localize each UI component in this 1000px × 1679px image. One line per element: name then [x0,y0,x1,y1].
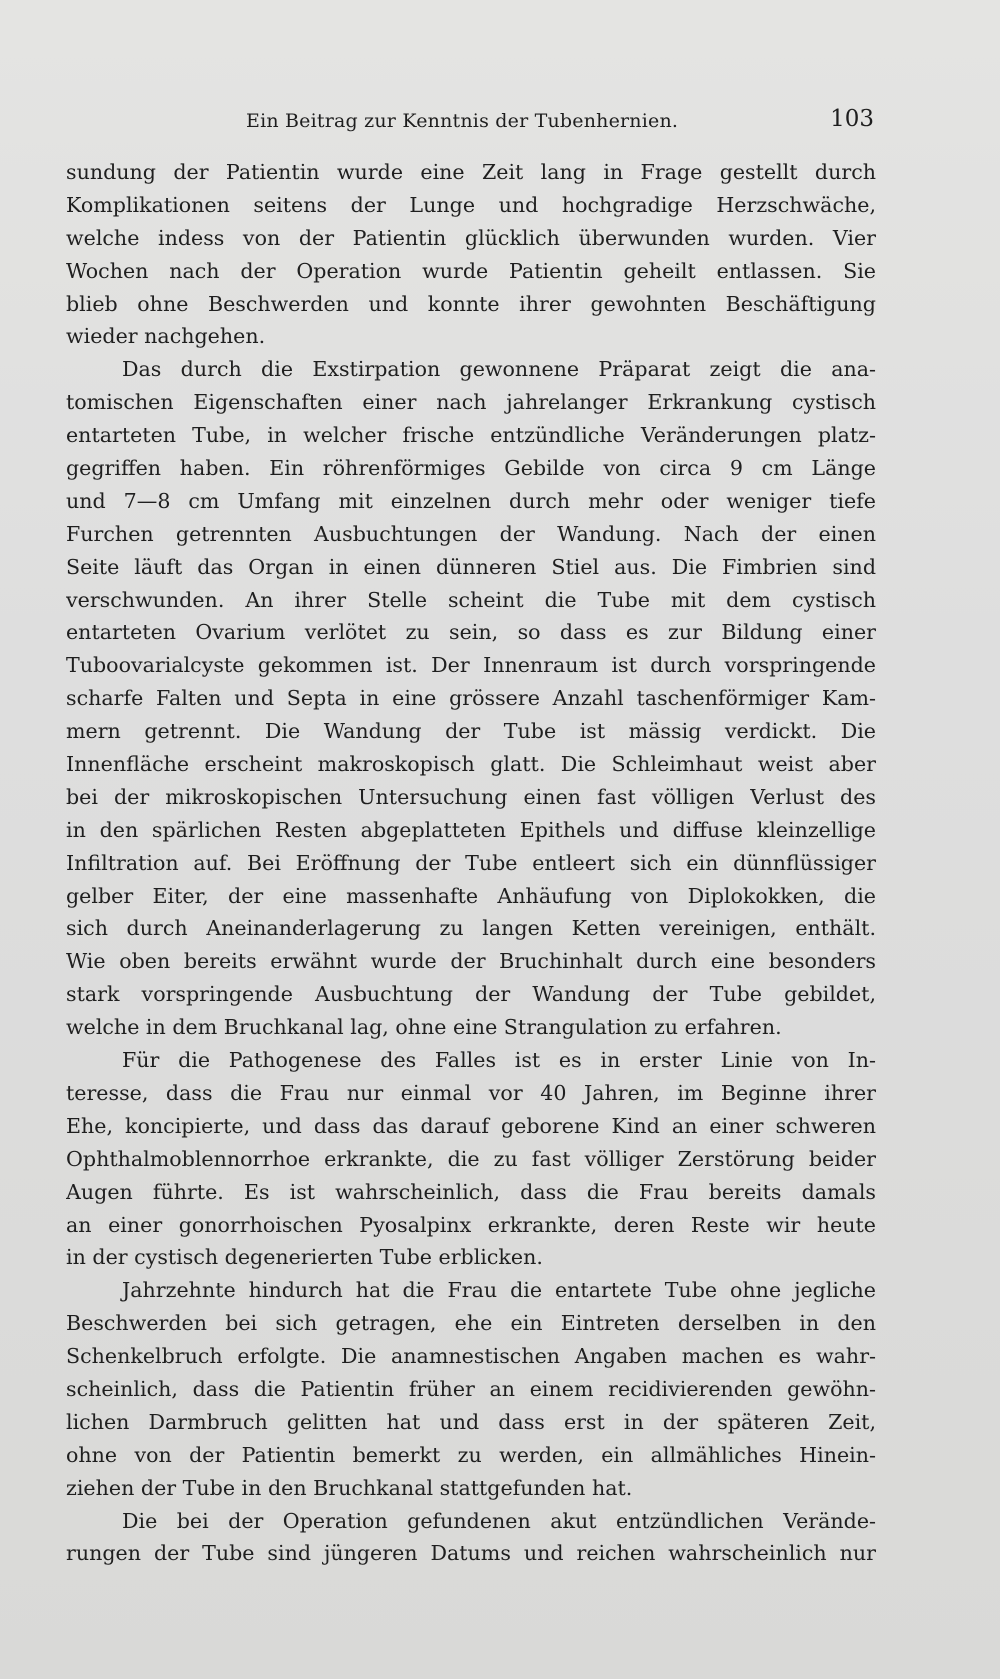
text-line: ohne von der Patientin bemerkt zu werden, ein allmähliches Hinein- [66,1442,876,1467]
text-line: Augen führte. Es ist wahrscheinlich, dass die Frau bereits damals [66,1179,876,1204]
text-line: tomischen Eigenschaften einer nach jahrelanger Erkrankung cystisch [66,390,876,415]
text-line: Das durch die Exstirpation gewonnene Präparat zeigt die ana- [122,357,876,382]
page-number: 103 [830,106,874,132]
text-line: Schenkelbruch erfolgte. Die anamnestischen Angaben machen es wahr- [66,1344,876,1369]
text-line: gelber Eiter, der eine massenhafte Anhäufung von Diplokokken, die [66,883,876,908]
page-header [66,104,874,140]
text-line: an einer gonorrhoischen Pyosalpinx erkrankte, deren Reste wir heute [66,1212,876,1237]
text-line: in der cystisch degenerierten Tube erblicken. [66,1245,543,1270]
text-line: welche indess von der Patientin glücklich überwunden wurden. Vier [66,225,876,250]
text-line: mern getrennt. Die Wandung der Tube ist mässig verdickt. Die [66,719,876,744]
text-line: Komplikationen seitens der Lunge und hochgradige Herzschwäche, [66,192,876,217]
text-line: scheinlich, dass die Patientin früher an einem recidivierenden gewöhn- [66,1376,876,1401]
text-line: Innenfläche erscheint makroskopisch glatt. Die Schleimhaut weist aber [66,752,876,777]
text-line: wieder nachgehen. [66,324,266,349]
text-line: Beschwerden bei sich getragen, ehe ein Eintreten derselben in den [66,1311,876,1336]
text-line: Für die Pathogenese des Falles ist es in erster Linie von In- [122,1048,876,1073]
text-line: entarteten Tube, in welcher frische entzündliche Veränderungen platz- [66,423,876,448]
text-line: verschwunden. An ihrer Stelle scheint die Tube mit dem cystisch [66,587,876,612]
text-line: Jahrzehnte hindurch hat die Frau die entartete Tube ohne jegliche [122,1278,876,1303]
text-line: Ehe, koncipierte, und dass das darauf geborene Kind an einer schweren [66,1113,876,1138]
text-line: ziehen der Tube in den Bruchkanal stattgefunden hat. [66,1475,633,1500]
text-line: bei der mikroskopischen Untersuchung einen fast völligen Verlust des [66,784,876,809]
text-line: rungen der Tube sind jüngeren Datums und reichen wahrscheinlich nur [66,1541,876,1566]
text-line: sundung der Patientin wurde eine Zeit lang in Frage gestellt durch [66,160,876,184]
text-line: stark vorspringende Ausbuchtung der Wandung der Tube gebildet, [66,982,876,1007]
text-line: blieb ohne Beschwerden und konnte ihrer gewohnten Beschäftigung [66,291,876,316]
text-line: in den spärlichen Resten abgeplatteten Epithels und diffuse kleinzellige [66,817,876,842]
text-line: Tuboovarialcyste gekommen ist. Der Innenraum ist durch vorspringende [66,653,876,678]
text-line: Wochen nach der Operation wurde Patientin geheilt entlassen. Sie [66,258,876,283]
text-line: welche in dem Bruchkanal lag, ohne eine Strangulation zu erfahren. [66,1015,782,1040]
text-line: Die bei der Operation gefundenen akut entzündlichen Verände- [122,1508,876,1533]
text-line: Ophthalmoblennorrhoe erkrankte, die zu fast völliger Zerstörung beider [66,1146,876,1171]
text-line: sich durch Aneinanderlagerung zu langen Ketten vereinigen, enthält. [66,916,876,941]
text-line: gegriffen haben. Ein röhrenförmiges Gebilde von circa 9 cm Länge [66,456,876,481]
text-line: Seite läuft das Organ in einen dünneren Stiel aus. Die Fimbrien sind [66,554,876,579]
text-line: Wie oben bereits erwähnt wurde der Bruchinhalt durch eine besonders [66,949,876,974]
running-title: Ein Beitrag zur Kenntnis der Tubenhernien. [246,110,679,132]
text-line: und 7—8 cm Umfang mit einzelnen durch mehr oder weniger tiefe [66,488,876,513]
text-line: Infiltration auf. Bei Eröffnung der Tube entleert sich ein dünnflüssiger [66,850,876,875]
text-line: entarteten Ovarium verlötet zu sein, so dass es zur Bildung einer [66,620,876,645]
text-line: Furchen getrennten Ausbuchtungen der Wandung. Nach der einen [66,521,876,546]
text-line: lichen Darmbruch gelitten hat und dass erst in der späteren Zeit, [66,1409,876,1434]
text-line: teresse, dass die Frau nur einmal vor 40 Jahren, im Beginne ihrer [66,1080,876,1105]
body-text [66,156,876,1570]
text-line: scharfe Falten und Septa in eine grössere Anzahl taschenförmiger Kam- [66,686,876,711]
